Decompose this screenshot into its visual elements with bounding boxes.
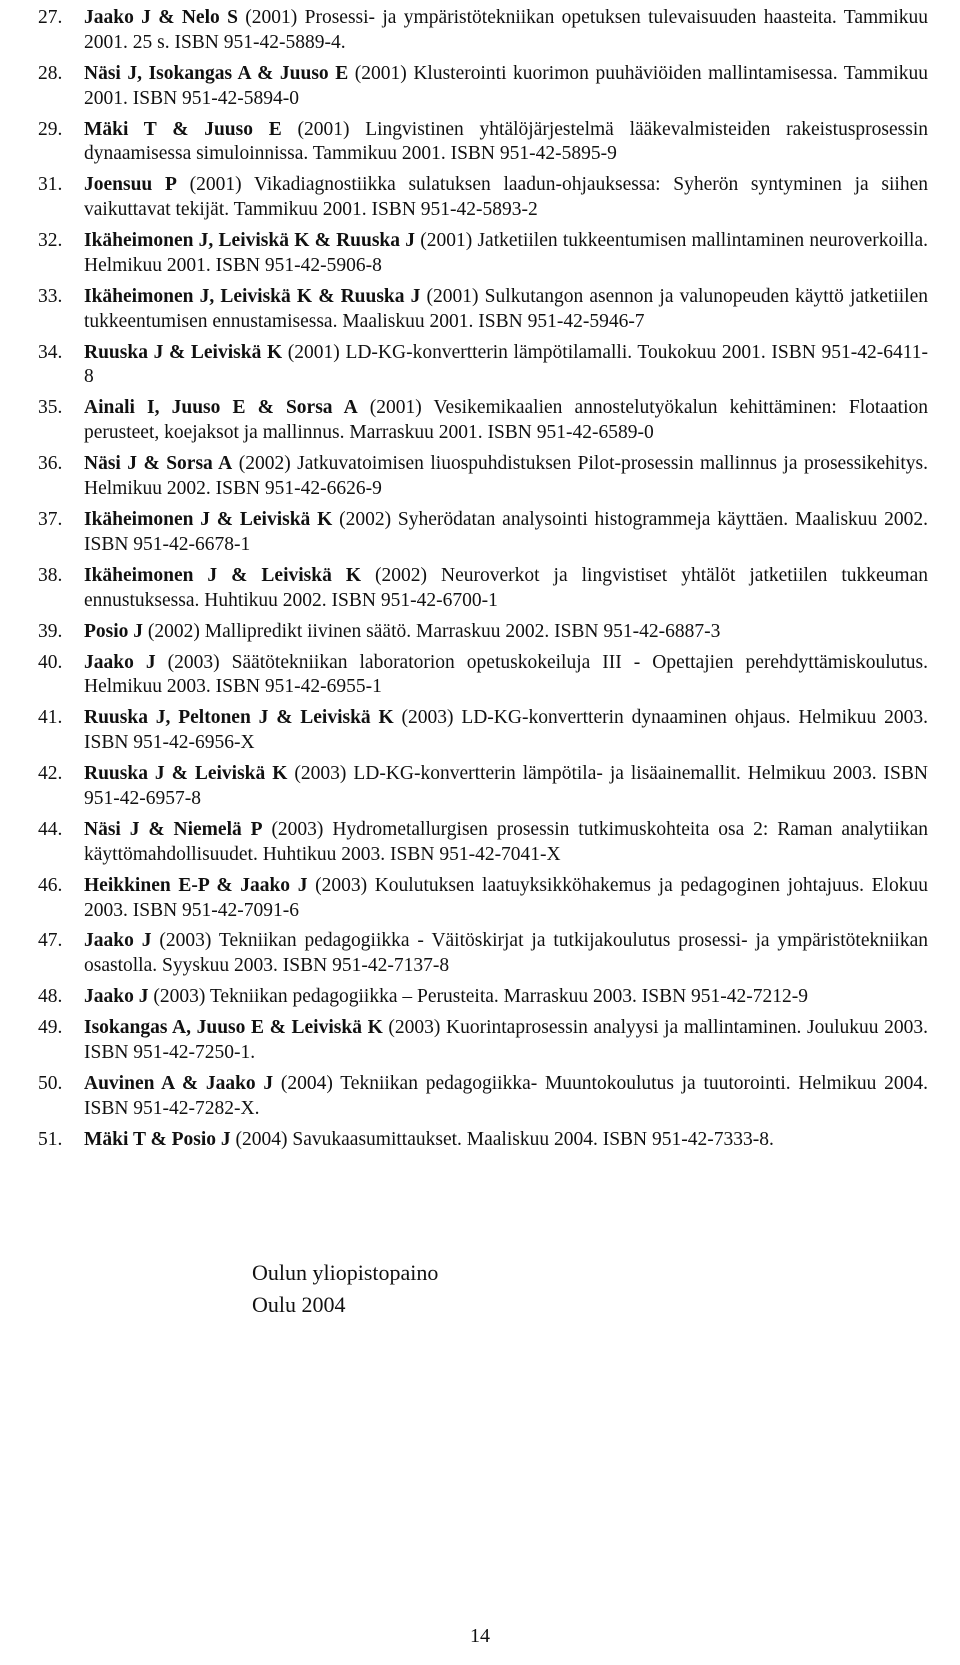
reference-authors: Ruuska J & Leiviskä K <box>84 763 288 785</box>
reference-number: 42. <box>38 763 63 785</box>
reference-entry <box>38 341 928 391</box>
reference-number: 39. <box>38 620 63 642</box>
reference-number: 49. <box>38 1017 63 1039</box>
reference-list <box>38 6 928 1159</box>
reference-number: 48. <box>38 986 63 1008</box>
reference-details: (2001) Sulkutangon asennon ja valunopeuden käyttö jatketiilen tukkeentumisen ennustamisessa. Maaliskuu 2001. ISBN 951-42-5946-7 <box>84 285 928 332</box>
publisher-name: Oulun yliopistopaino <box>252 1260 439 1285</box>
reference-details: (2002) Neuroverkot ja lingvistiset yhtälöt jatketiilen tukkeuman ennustuksessa. Huhtikuu 2002. ISBN 951-42-6700-1 <box>84 564 928 611</box>
reference-authors: Ikäheimonen J & Leiviskä K <box>84 509 333 531</box>
reference-authors: Ikäheimonen J & Leiviskä K <box>84 564 362 586</box>
reference-details: (2002) Mallipredikt iivinen säätö. Marraskuu 2002. ISBN 951-42-6887-3 <box>143 620 721 642</box>
reference-entry <box>38 1072 928 1122</box>
reference-number: 38. <box>38 564 63 586</box>
reference-authors: Näsi J, Isokangas A & Juuso E <box>84 62 349 84</box>
reference-number: 29. <box>38 118 63 140</box>
reference-authors: Posio J <box>84 620 144 642</box>
reference-details: (2003) Tekniikan pedagogiikka – Perusteita. Marraskuu 2003. ISBN 951-42-7212-9 <box>148 986 809 1008</box>
reference-details: (2001) Klusterointi kuorimon puuhäviöiden mallintamisessa. Tammikuu 2001. ISBN 951-42-5894-0 <box>84 62 928 109</box>
reference-number: 36. <box>38 453 63 475</box>
reference-authors: Ikäheimonen J, Leiviskä K & Ruuska J <box>84 285 421 307</box>
reference-details: (2001) Prosessi- ja ympäristötekniikan opetuksen tulevaisuuden haasteita. Tammikuu 2001. 25 s. ISBN 951-42-5889-4. <box>84 7 929 53</box>
reference-authors: Mäki T & Posio J <box>84 1128 231 1150</box>
reference-authors: Heikkinen E-P & Jaako J <box>84 874 308 896</box>
reference-authors: Jaako J <box>84 930 152 952</box>
reference-details: (2001) LD-KG-konvertterin lämpötilamalli. Toukokuu 2001. ISBN 951-42-6411-8 <box>84 341 928 388</box>
reference-number: 46. <box>38 874 63 896</box>
reference-authors: Ruuska J & Leiviskä K <box>84 341 283 363</box>
reference-entry <box>38 285 928 335</box>
reference-number: 44. <box>38 818 63 840</box>
reference-authors: Ruuska J, Peltonen J & Leiviskä K <box>84 707 394 729</box>
reference-number: 32. <box>38 230 63 252</box>
reference-number: 34. <box>38 341 63 363</box>
reference-details: (2003) LD-KG-konvertterin lämpötila- ja lisäainemallit. Helmikuu 2003. ISBN 951-42-6957-8 <box>84 763 928 809</box>
reference-authors: Ainali I, Juuso E & Sorsa A <box>84 397 358 419</box>
reference-authors: Auvinen A & Jaako J <box>84 1073 274 1095</box>
reference-details: (2004) Savukaasumittaukset. Maaliskuu 2004. ISBN 951-42-7333-8. <box>230 1128 774 1150</box>
reference-details: (2004) Tekniikan pedagogiikka- Muuntokoulutus ja tuutorointi. Helmikuu 2004. ISBN 951-42-7282-X. <box>84 1073 928 1119</box>
reference-number: 47. <box>38 930 63 952</box>
reference-entry <box>38 874 928 924</box>
reference-authors: Jaako J <box>84 986 149 1008</box>
reference-entry <box>38 985 928 1010</box>
page-number: 14 <box>470 1625 490 1647</box>
reference-entry <box>38 620 928 645</box>
reference-entry <box>38 762 928 812</box>
reference-details: (2003) Säätötekniikan laboratorion opetuskokeiluja III - Opettajien perehdyttämiskoulutus. Helmikuu 2003. ISBN 951-42-6955-1 <box>84 651 928 698</box>
reference-authors: Mäki T & Juuso E <box>84 118 282 140</box>
reference-number: 31. <box>38 174 63 196</box>
reference-number: 41. <box>38 707 63 729</box>
reference-number: 51. <box>38 1128 63 1150</box>
reference-authors: Näsi J & Niemelä P <box>84 818 263 840</box>
reference-details: (2003) Tekniikan pedagogiikka - Väitöskirjat ja tutkijakoulutus prosessi- ja ympäristötekniikan osastolla. Syyskuu 2003. ISBN 951-42-7137-8 <box>84 930 928 977</box>
reference-details: (2001) Vesikemikaalien annostelutyökalun kehittäminen: Flotaation perusteet, koejaksot ja mallinnus. Marraskuu 2001. ISBN 951-42-6589-0 <box>84 397 928 444</box>
reference-number: 37. <box>38 509 63 531</box>
reference-entry <box>38 452 928 502</box>
reference-authors: Isokangas A, Juuso E & Leiviskä K <box>84 1017 383 1039</box>
publisher-place-year: Oulu 2004 <box>252 1292 346 1317</box>
reference-entry <box>38 929 928 979</box>
reference-details: (2003) Koulutuksen laatuyksikköhakemus ja pedagoginen johtajuus. Elokuu 2003. ISBN 951-42-7091-6 <box>84 874 928 921</box>
reference-entry <box>38 396 928 446</box>
reference-authors: Ikäheimonen J, Leiviskä K & Ruuska J <box>84 230 416 252</box>
reference-entry <box>38 118 928 168</box>
reference-entry <box>38 229 928 279</box>
reference-number: 28. <box>38 62 63 84</box>
reference-authors: Jaako J & Nelo S <box>84 7 238 28</box>
reference-authors: Näsi J & Sorsa A <box>84 453 233 475</box>
reference-entry <box>38 818 928 868</box>
reference-entry <box>38 62 928 112</box>
reference-authors: Joensuu P <box>84 174 177 196</box>
reference-number: 40. <box>38 651 63 673</box>
reference-entry <box>38 706 928 756</box>
reference-entry <box>38 1016 928 1066</box>
reference-entry <box>38 564 928 614</box>
reference-entry <box>38 508 928 558</box>
reference-details: (2001) Lingvistinen yhtälöjärjestelmä lääkevalmisteiden rakeistusprosessin dynaamisessa simuloinnissa. Tammikuu 2001. ISBN 951-42-5895-9 <box>84 118 928 165</box>
reference-number: 27. <box>38 7 63 28</box>
reference-details: (2003) Kuorintaprosessin analyysi ja mallintaminen. Joulukuu 2003. ISBN 951-42-7250-1. <box>84 1017 928 1064</box>
reference-entry <box>38 1128 928 1153</box>
reference-details: (2002) Syherödatan analysointi histogrammeja käyttäen. Maaliskuu 2002. ISBN 951-42-6678-1 <box>84 509 928 555</box>
reference-details: (2002) Jatkuvatoimisen liuospuhdistuksen Pilot-prosessin mallinnus ja prosessikehitys. Helmikuu 2002. ISBN 951-42-6626-9 <box>84 453 928 500</box>
reference-entry <box>38 6 928 56</box>
reference-authors: Jaako J <box>84 651 156 673</box>
reference-details: (2001) Jatketiilen tukkeentumisen mallintaminen neuroverkoilla. Helmikuu 2001. ISBN 951-42-5906-8 <box>84 230 928 276</box>
publisher-block <box>252 1257 438 1321</box>
reference-details: (2001) Vikadiagnostiikka sulatuksen laadun-ohjauksessa: Syherön syntyminen ja siihen vaikuttavat tekijät. Tammikuu 2001. ISBN 951-42-5893-2 <box>84 174 928 221</box>
reference-number: 35. <box>38 397 63 419</box>
reference-number: 33. <box>38 285 63 307</box>
reference-entry <box>38 651 928 701</box>
reference-number: 50. <box>38 1073 63 1095</box>
reference-details: (2003) LD-KG-konvertterin dynaaminen ohjaus. Helmikuu 2003. ISBN 951-42-6956-X <box>84 707 929 754</box>
reference-details: (2003) Hydrometallurgisen prosessin tutkimuskohteita osa 2: Raman analytiikan käyttömahdollisuudet. Huhtikuu 2003. ISBN 951-42-7041-X <box>84 818 928 865</box>
reference-entry <box>38 173 928 223</box>
